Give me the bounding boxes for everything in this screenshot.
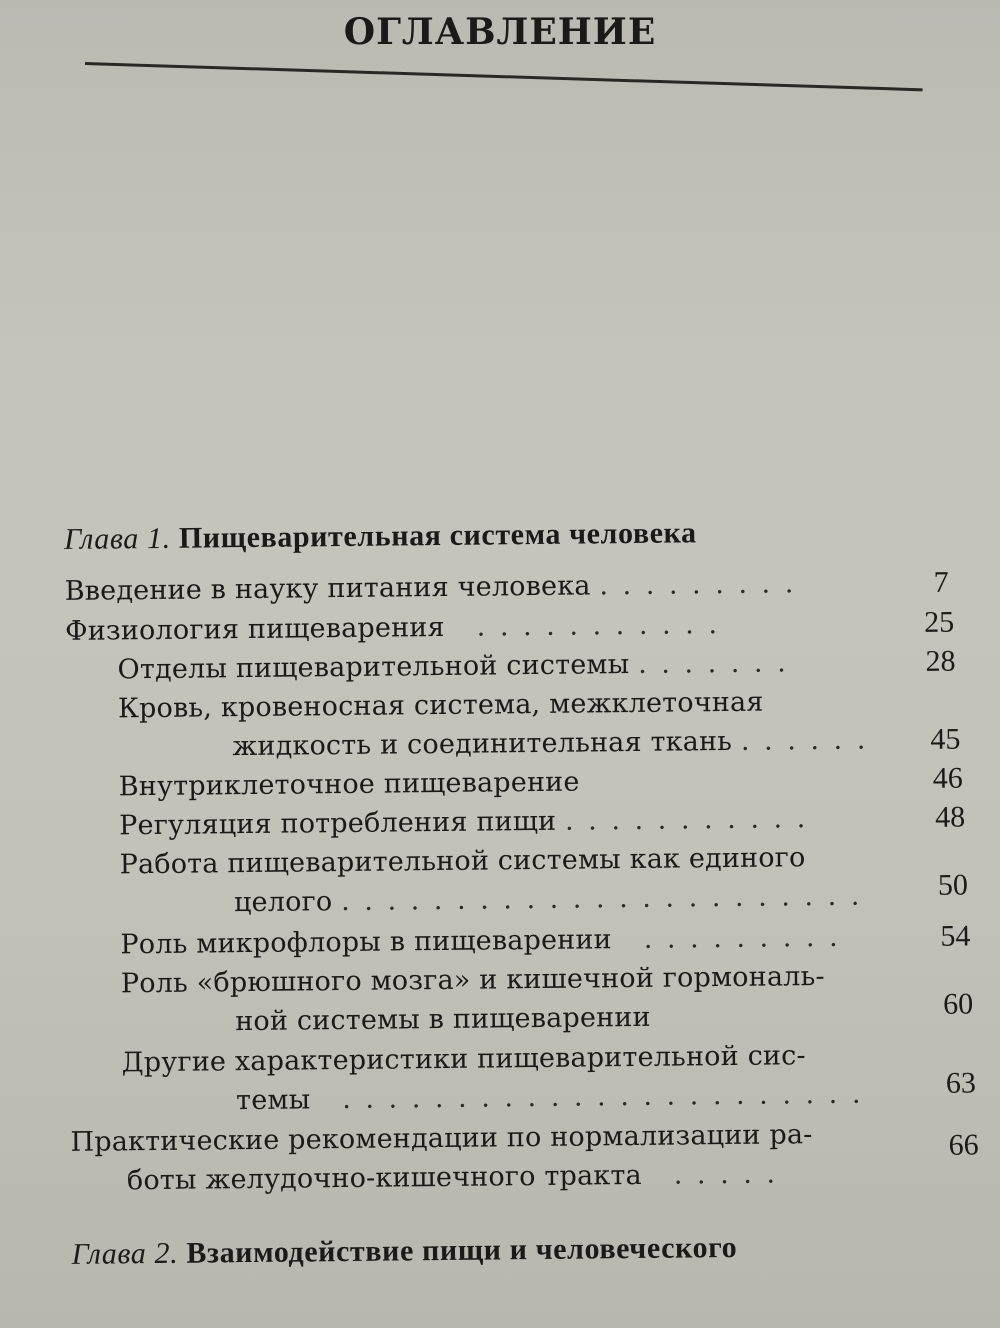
table-of-contents — [58, 510, 979, 1271]
leader-dots: . . . . . . . . . — [599, 568, 797, 602]
toc-entry-text: Регуляция потребления пищи — [119, 805, 557, 842]
toc-entry-text: ной системы в пищеварении — [235, 1001, 651, 1038]
toc-entry-page: 46 — [932, 761, 963, 795]
toc-entry-text: Работа пищеварительной системы как единого — [119, 842, 806, 881]
toc-entry-text: целого — [233, 886, 333, 919]
chapter-2-label: Глава 2. — [71, 1236, 179, 1271]
toc-entry-brain[interactable] — [121, 957, 825, 1004]
title-divider — [85, 62, 923, 91]
toc-entry-text: жидкость и соединительная ткань — [232, 725, 733, 763]
chapter-2-title: Взаимодействие пищи и человеческого — [186, 1230, 738, 1270]
chapter-1-title: Пищеварительная система человека — [178, 516, 697, 555]
toc-entry-text: темы — [235, 1084, 311, 1117]
toc-entry-page: 54 — [940, 919, 971, 953]
toc-entry-text: Роль «брюшного мозга» и кишечной гормональ- — [120, 960, 825, 1000]
leader-dots: . . . . . . . . . . . . . . . . . . . . . . . — [318, 1078, 864, 1116]
leader-dots: . . . . . . . . . . . . . . . . . . . . . . . — [341, 880, 863, 918]
toc-entry-page: 48 — [934, 800, 966, 834]
toc-entry-page: 45 — [930, 722, 961, 756]
leader-dots: . . . . . . . . . . . — [564, 803, 809, 837]
toc-entry-practical-continued[interactable] — [127, 1154, 779, 1201]
chapter-2-heading — [71, 1228, 737, 1275]
toc-entry-text: Кровь, кровеносная система, межклеточная — [117, 686, 764, 725]
leader-dots: . . . . . . — [740, 724, 869, 757]
toc-entry-text: Отделы пищеварительной системы — [117, 649, 630, 686]
leader-dots: . . . . . . . . . — [620, 921, 841, 956]
toc-entry-page: 50 — [937, 868, 969, 902]
toc-entry-page: 25 — [923, 605, 955, 639]
chapter-1-label: Глава 1. — [64, 521, 171, 556]
toc-entry-text: боты желудочно-кишечного тракта — [126, 1159, 643, 1197]
toc-entry-page: 60 — [942, 987, 974, 1021]
leader-dots: . . . . . . . — [637, 647, 789, 680]
chapter-1-heading — [64, 513, 697, 560]
toc-entry-intracellular[interactable] — [119, 763, 580, 808]
toc-entry-text: Внутриклеточное пищеварение — [118, 766, 580, 803]
toc-entry-text: Роль микрофлоры в пищеварении — [120, 924, 612, 961]
toc-entry-page: 7 — [933, 565, 949, 599]
toc-entry-blood-continued[interactable] — [232, 721, 868, 768]
toc-entry-page: 63 — [945, 1066, 977, 1100]
toc-entry-other-continued[interactable] — [236, 1075, 864, 1122]
toc-entry-text: Другие характеристики пищеварительной сис- — [121, 1040, 806, 1079]
toc-entry-text: Физиология пищеварения — [65, 611, 445, 647]
toc-entry-text: Введение в науку питания человека — [64, 570, 591, 607]
toc-entry-brain-continued[interactable] — [235, 998, 651, 1042]
leader-dots: . . . . . — [650, 1158, 779, 1191]
toc-entry-work-continued[interactable] — [234, 877, 863, 924]
toc-entry-page: 28 — [925, 644, 956, 678]
page-title: ОГЛАВЛЕНИЕ — [343, 11, 657, 53]
leader-dots: . . . . . . . . . . . — [453, 609, 721, 643]
toc-entry-page: 66 — [948, 1128, 979, 1162]
toc-entry-text: Практические рекомендации по нормализации ра- — [70, 1119, 813, 1158]
